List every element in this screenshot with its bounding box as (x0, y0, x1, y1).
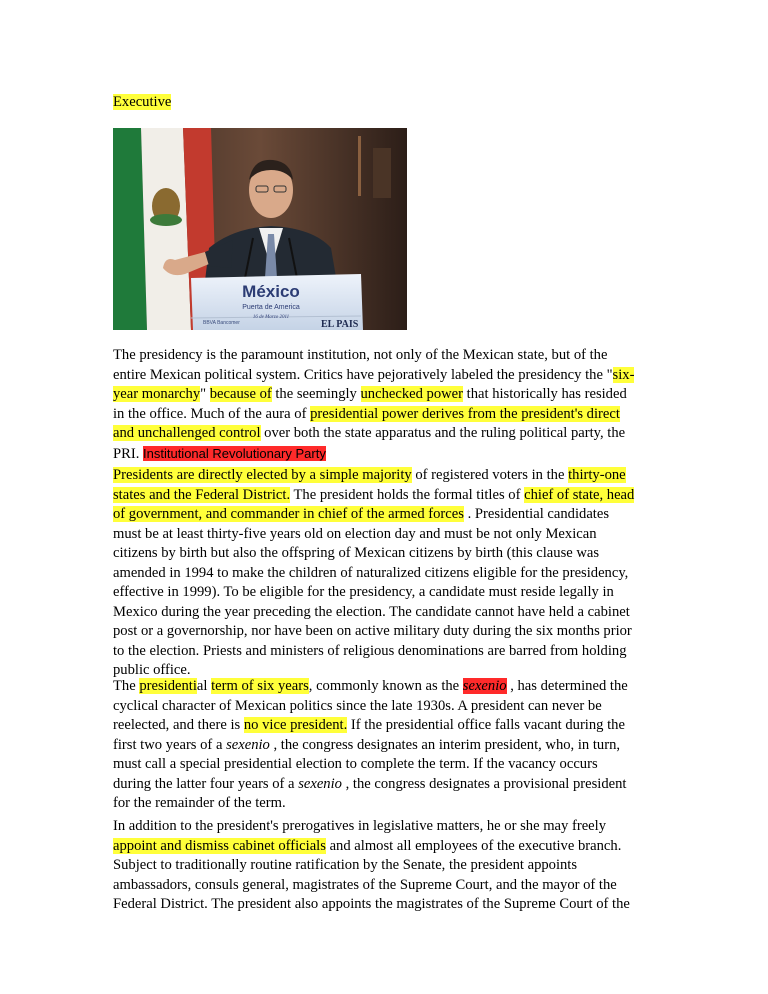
podium-date: 16 de Marzo 2011 (252, 315, 290, 320)
p4-line-1: In addition to the president's prerogatives in legislative matters, he or she may freely (113, 818, 606, 834)
podium-sponsor: BBVA Bancomer (203, 320, 240, 326)
paragraph-4 (113, 817, 653, 915)
president-photo (113, 128, 407, 330)
p3-line-6: during the latter four years of a sexenio , the congress designates a provisional president (113, 775, 627, 792)
p4-line-3: Subject to traditionally routine ratification by the Senate, the president appoints (113, 857, 578, 874)
p1-line-6: PRI. Institutional Revolutionary Party (113, 445, 326, 462)
p2-line-2: states and the Federal District. The president holds the formal titles of chief of state, head (113, 486, 635, 503)
p2-line-3: of government, and commander in chief of the armed forces . Presidential candidates (113, 506, 610, 523)
paragraph-1 (113, 346, 653, 464)
p2-line-5: citizens by birth but also the offspring of Mexican citizens by birth (this clause was (113, 545, 600, 562)
pri-highlight: Institutional Revolutionary Party (143, 445, 326, 461)
sexenio-highlight: sexenio (462, 678, 507, 694)
president-photo-image (113, 128, 407, 330)
p3-line-2: cyclical character of Mexican politics since the late 1930s. A president can never be (113, 697, 602, 714)
p2-line-8: Mexico during the year preceding the election. The candidate cannot have held a cabinet (113, 603, 630, 620)
section-heading (113, 92, 171, 112)
podium-newspaper: EL PAIS (321, 319, 359, 330)
p2-line-11: public office. (113, 662, 191, 679)
paragraph-2 (113, 466, 653, 681)
p1-line-4: in the office. Much of the aura of presidential power derives from the president's direct (113, 405, 620, 422)
p4-line-5: Federal District. The president also appoints the magistrates of the Supreme Court of the (113, 896, 630, 913)
heading-highlight: Executive (113, 94, 172, 110)
p4-line-4: ambassadors, consuls general, magistrates of the Supreme Court, and the mayor of the (113, 876, 617, 893)
p2-line-6: amended in 1994 to make the children of naturalized citizens eligible for the presidency, (113, 564, 629, 581)
podium-title: México (242, 282, 300, 301)
p2-line-4: must be at least thirty-five years old on election day and must be not only Mexican (113, 525, 597, 542)
p2-line-10: to the election. Priests and ministers of religious denominations are barred from holding (113, 642, 627, 659)
p1-line-2: entire Mexican political system. Critics have pejoratively labeled the presidency the "six- (113, 366, 635, 383)
p1-line-3: year monarchy" because of the seemingly unchecked power that historically has resided (113, 386, 627, 403)
p3-line-1: The presidential term of six years, commonly known as the sexenio , has determined the (113, 678, 628, 694)
p3-line-4: first two years of a sexenio , the congress designates an interim president, who, in turn, (113, 736, 621, 753)
p4-line-2: appoint and dismiss cabinet officials and almost all employees of the executive branch. (113, 837, 622, 854)
p3-line-5: must call a special presidential election to complete the term. If the vacancy occurs (113, 756, 598, 773)
p3-line-3: reelected, and there is no vice president. If the presidential office falls vacant during the (113, 717, 625, 734)
p3-line-7: for the remainder of the term. (113, 795, 286, 812)
p2-line-7: effective in 1999). To be eligible for the presidency, a candidate must reside legally in (113, 584, 614, 601)
paragraph-3 (113, 677, 653, 814)
p2-line-9: post or a governorship, nor have been on active military duty during the six months prior (113, 623, 632, 640)
p1-line-5: and unchallenged control over both the state apparatus and the ruling political party, the (113, 425, 626, 442)
podium-subtitle: Puerta de America (242, 304, 300, 311)
p1-line-1: The presidency is the paramount institution, not only of the Mexican state, but of the (113, 347, 608, 363)
p2-line-1: Presidents are directly elected by a simple majority of registered voters in the thirty-one (113, 467, 626, 483)
